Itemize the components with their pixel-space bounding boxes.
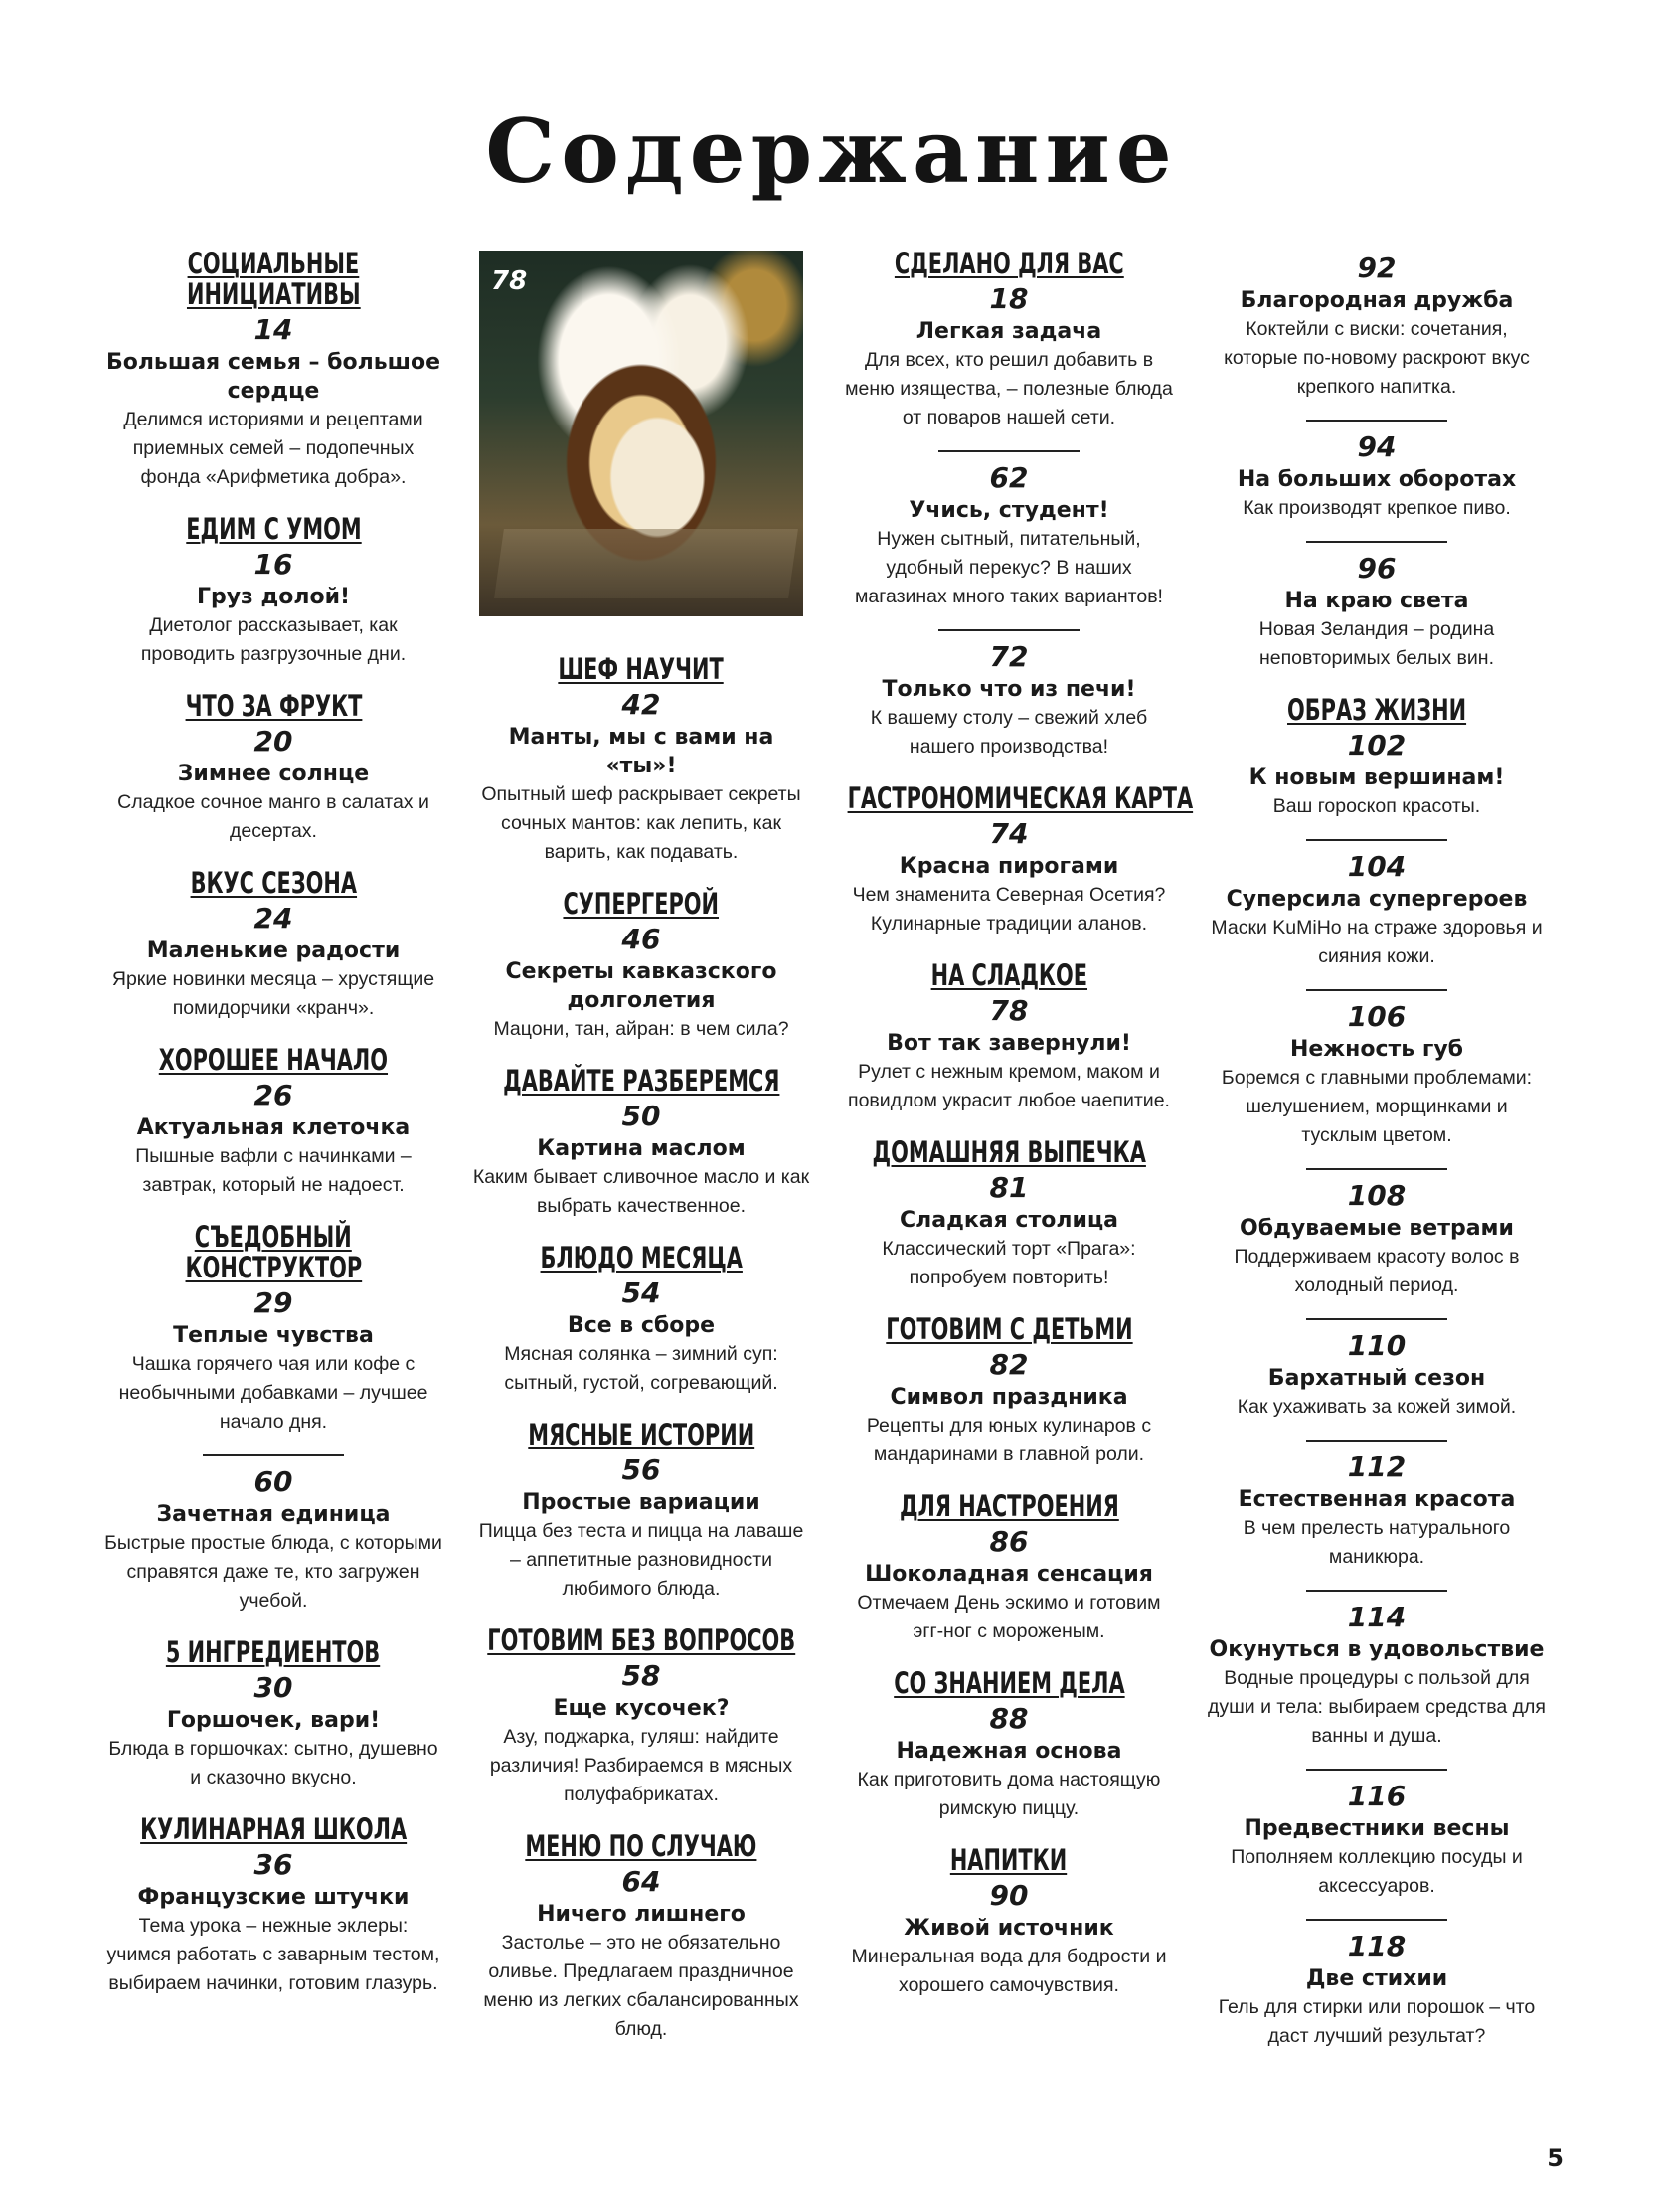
article-title[interactable]: Учись, студент! (909, 498, 1109, 523)
page-number: 5 (1547, 2144, 1564, 2172)
toc-section (472, 654, 810, 867)
article-title[interactable]: Только что из печи! (882, 677, 1136, 702)
section-heading-wrap (472, 1420, 810, 1450)
article-description: Отмечаем День эскимо и готовим эгг-ног с мороженым. (857, 1592, 1161, 1642)
toc-section (472, 1831, 810, 2044)
article-title[interactable]: Горшочек, вари! (166, 1708, 381, 1733)
section-heading-wrap (472, 1831, 810, 1862)
section-heading-wrap (104, 514, 442, 545)
section-heading[interactable] (1208, 695, 1546, 726)
section-heading-wrap (840, 249, 1178, 279)
article-description: Диетолог рассказывает, как проводить разгрузочные дни. (140, 614, 407, 665)
article-page-number[interactable]: 54 (621, 1276, 661, 1309)
article-title[interactable]: Сладкая столица (899, 1208, 1119, 1233)
separator-line (1306, 1318, 1447, 1320)
section-heading-wrap (472, 1243, 810, 1274)
article-title[interactable]: Легкая задача (915, 319, 1102, 344)
article-description: Боремся с главными проблемами: шелушением, морщинками и тусклым цветом. (1221, 1067, 1533, 1146)
section-heading[interactable] (104, 1814, 442, 1845)
article-page-number[interactable]: 106 (1347, 1000, 1407, 1033)
article-description: Яркие новинки месяца – хрустящие помидорчики «кранч». (111, 968, 435, 1019)
article-title[interactable]: Живой источник (904, 1916, 1114, 1941)
article-page-number[interactable]: 116 (1347, 1780, 1407, 1812)
article-page-number[interactable]: 94 (1357, 430, 1397, 463)
article-title[interactable]: Маленькие радости (146, 938, 401, 963)
article-title[interactable]: Символ праздника (890, 1385, 1128, 1410)
article-description: Застолье – это не обязательно оливье. Предлагаем праздничное меню из легких сбалансированных блюд. (483, 1932, 799, 2040)
article-page-number[interactable]: 36 (253, 1848, 293, 1881)
section-heading-line: СЪЕДОБНЫЙ (194, 1220, 353, 1254)
section-heading[interactable] (840, 781, 1194, 815)
section-heading-line: СО ЗНАНИЕМ ДЕЛА (893, 1666, 1125, 1700)
section-heading-wrap (840, 960, 1178, 991)
section-heading-line: СДЕЛАНО ДЛЯ ВАС (894, 247, 1124, 280)
section-heading-wrap (840, 781, 1194, 815)
toc-section (104, 1637, 442, 1792)
article-page-number[interactable]: 110 (1347, 1329, 1407, 1362)
section-heading[interactable] (104, 868, 442, 899)
toc-section (840, 1491, 1178, 1646)
section-heading[interactable] (840, 1845, 1178, 1876)
section-heading-line: ИНИЦИАТИВЫ (186, 277, 361, 311)
section-heading-line: ХОРОШЕЕ НАЧАЛО (158, 1043, 389, 1077)
toc-section (104, 1045, 442, 1200)
article-description: Пицца без теста и пицца на лаваше – аппетитные разновидности любимого блюда. (478, 1520, 804, 1600)
separator-line (1306, 541, 1447, 543)
section-heading[interactable] (104, 1045, 442, 1076)
article-description: Коктейли с виски: сочетания, которые по-новому раскроют вкус крепкого напитка. (1224, 318, 1530, 398)
article-description: Маски KuMiHo на страже здоровья и сияния кожи. (1211, 917, 1543, 967)
article-title[interactable]: Ничего лишнего (537, 1902, 746, 1927)
article-title[interactable]: Две стихии (1305, 1966, 1448, 1991)
toc-section (1208, 695, 1546, 2051)
photo-tray (494, 529, 798, 598)
article-description: Нужен сытный, питательный, удобный перекус? В наших магазинах много таких вариантов! (855, 528, 1163, 607)
article-page-number[interactable]: 88 (989, 1702, 1029, 1735)
yule-log-photo (479, 251, 803, 616)
article-title[interactable]: Простые вариации (522, 1490, 760, 1515)
article-title[interactable]: Шоколадная сенсация (865, 1562, 1153, 1587)
toc-section (840, 781, 1194, 938)
article-description: Делимся историями и рецептами приемных семей – подопечных фонда «Арифметика добра». (123, 409, 423, 488)
toc-section (472, 1625, 810, 1809)
toc-section (840, 1668, 1178, 1823)
article-title[interactable]: Груз долой! (196, 585, 351, 609)
section-heading-wrap (472, 654, 810, 685)
article-description: Блюда в горшочках: сытно, душевно и сказочно вкусно. (108, 1738, 438, 1788)
photo-page-number: 78 (491, 266, 528, 296)
article-title[interactable]: Окунуться в удовольствие (1209, 1637, 1545, 1662)
toc-section (104, 1222, 442, 1616)
section-heading-line: ДЛЯ НАСТРОЕНИЯ (899, 1489, 1119, 1523)
toc-section (104, 514, 442, 669)
article-page-number[interactable]: 24 (253, 902, 293, 935)
article-title[interactable]: Большая семья – большое сердце (105, 350, 441, 404)
section-heading[interactable] (840, 960, 1178, 991)
section-heading-line: КОНСТРУКТОР (185, 1251, 362, 1284)
article-description: Азу, поджарка, гуляш: найдите различия! Разбираемся в мясных полуфабрикатах. (489, 1726, 793, 1805)
toc-section (1208, 251, 1546, 673)
section-heading-line: ДОМАШНЯЯ ВЫПЕЧКА (872, 1135, 1146, 1169)
section-heading-wrap (104, 1222, 442, 1283)
separator-line (1306, 1590, 1447, 1592)
section-heading-wrap (104, 249, 442, 310)
article-title[interactable]: Обдуваемые ветрами (1240, 1216, 1514, 1241)
article-description: Классический торт «Прага»: попробуем повторить! (882, 1238, 1136, 1288)
article-page-number[interactable]: 42 (621, 688, 661, 721)
section-heading[interactable] (104, 1222, 442, 1283)
section-heading-line: БЛЮДО МЕСЯЦА (540, 1241, 743, 1275)
article-page-number[interactable]: 114 (1347, 1601, 1407, 1633)
article-page-number[interactable]: 29 (253, 1286, 293, 1319)
article-page-number[interactable]: 81 (989, 1171, 1029, 1204)
article-description: Чем знаменита Северная Осетия? Кулинарные традиции аланов. (852, 884, 1166, 935)
toc-column-1 (104, 249, 442, 2020)
article-description: Сладкое сочное манго в салатах и десертах. (117, 791, 429, 842)
article-page-number[interactable]: 58 (621, 1659, 661, 1692)
article-title[interactable]: Манты, мы с вами на «ты»! (508, 725, 774, 778)
article-description: К вашему столу – свежий хлеб нашего производства! (870, 707, 1148, 758)
section-heading-line: ШЕФ НАУЧИТ (558, 652, 725, 686)
section-heading-line: СУПЕРГЕРОЙ (563, 887, 720, 921)
article-title[interactable]: Красна пирогами (899, 854, 1119, 879)
toc-column-4 (1208, 249, 1546, 2073)
article-page-number[interactable]: 108 (1347, 1179, 1407, 1212)
article-title[interactable]: Нежность губ (1289, 1037, 1464, 1062)
section-heading-line: ВКУС СЕЗОНА (190, 866, 357, 900)
section-heading-wrap (104, 868, 442, 899)
article-description: Мацони, тан, айран: в чем сила? (493, 1018, 789, 1040)
article-page-number[interactable]: 92 (1357, 252, 1397, 284)
article-description: Быстрые простые блюда, с которыми справятся даже те, кто загружен учебой. (104, 1532, 442, 1612)
section-heading[interactable] (840, 1668, 1178, 1699)
toc-section (840, 1314, 1178, 1469)
article-page-number[interactable]: 18 (989, 282, 1029, 315)
section-heading[interactable] (472, 1243, 810, 1274)
article-description: Для всех, кто решил добавить в меню изящества, – полезные блюда от поваров нашей сети. (845, 349, 1173, 428)
article-description: Мясная солянка – зимний суп: сытный, густой, согревающий. (504, 1343, 778, 1394)
section-heading-line: ГОТОВИМ С ДЕТЬМИ (885, 1312, 1133, 1346)
section-heading[interactable] (104, 1637, 442, 1668)
toc-section (104, 249, 442, 492)
toc-section (104, 868, 442, 1023)
toc-column-2 (472, 249, 810, 2066)
section-heading-wrap (1208, 695, 1546, 726)
article-page-number[interactable]: 60 (253, 1465, 293, 1498)
toc-section (104, 1814, 442, 1998)
article-page-number[interactable]: 102 (1347, 729, 1407, 762)
section-heading-wrap (104, 1045, 442, 1076)
article-page-number[interactable]: 14 (253, 313, 293, 346)
article-page-number[interactable]: 74 (989, 817, 1029, 850)
article-title[interactable]: Бархатный сезон (1267, 1366, 1486, 1391)
section-heading-line: 5 ИНГРЕДИЕНТОВ (166, 1635, 381, 1669)
article-title[interactable]: Секреты кавказского долголетия (505, 959, 777, 1013)
article-title[interactable]: Теплые чувства (173, 1323, 374, 1348)
toc-section (472, 1420, 810, 1604)
section-heading[interactable] (840, 1491, 1178, 1522)
article-page-number[interactable]: 64 (621, 1865, 661, 1898)
page-title: Содержание (485, 99, 1178, 203)
article-description: Чашка горячего чая или кофе с необычными добавками – лучшее начало дня. (118, 1353, 428, 1433)
article-description: Минеральная вода для бодрости и хорошего самочувствия. (851, 1946, 1167, 1996)
toc-section (472, 889, 810, 1044)
article-page-number[interactable]: 78 (989, 994, 1029, 1027)
article-description: Как приготовить дома настоящую римскую пиццу. (857, 1769, 1161, 1819)
article-description: Рецепты для юных кулинаров с мандаринами в главной роли. (866, 1415, 1152, 1465)
toc-section (104, 691, 442, 846)
section-heading-wrap (472, 889, 810, 920)
section-heading-wrap (840, 1137, 1178, 1168)
article-title[interactable]: Надежная основа (896, 1739, 1122, 1764)
toc-section (840, 1845, 1178, 2000)
article-title[interactable]: Предвестники весны (1244, 1816, 1510, 1841)
article-page-number[interactable]: 104 (1347, 850, 1407, 883)
article-page-number[interactable]: 118 (1347, 1930, 1407, 1962)
section-heading[interactable] (104, 691, 442, 722)
separator-line (203, 1454, 344, 1456)
section-heading[interactable] (840, 1314, 1178, 1345)
separator-line (1306, 420, 1447, 422)
separator-line (938, 629, 1080, 631)
article-description: Каким бывает сливочное масло и как выбрать качественное. (472, 1166, 810, 1217)
section-heading-line: СОЦИАЛЬНЫЕ (187, 247, 360, 280)
section-heading-line: МЯСНЫЕ ИСТОРИИ (528, 1418, 754, 1451)
section-heading[interactable] (472, 1066, 810, 1097)
section-heading-line: НА СЛАДКОЕ (930, 958, 1087, 992)
section-heading[interactable] (840, 249, 1178, 279)
separator-line (1306, 1168, 1447, 1170)
separator-line (1306, 1440, 1447, 1442)
section-heading-wrap (104, 1814, 442, 1845)
section-heading-wrap (104, 691, 442, 722)
section-heading[interactable] (104, 249, 442, 310)
article-title[interactable]: Актуальная клеточка (136, 1115, 411, 1140)
article-title[interactable]: Зачетная единица (156, 1502, 391, 1527)
article-page-number[interactable]: 90 (989, 1879, 1029, 1912)
separator-line (1306, 1919, 1447, 1921)
article-title[interactable]: Еще кусочек? (553, 1696, 730, 1721)
section-heading-line: ЧТО ЗА ФРУКТ (185, 689, 362, 723)
article-page-number[interactable]: 26 (253, 1079, 293, 1111)
section-heading[interactable] (472, 654, 810, 685)
toc-section (472, 1066, 810, 1221)
article-description: Новая Зеландия – родина неповторимых белых вин. (1258, 618, 1495, 669)
section-heading-line: ОБРАЗ ЖИЗНИ (1286, 693, 1467, 727)
article-description: Пышные вафли с начинками – завтрак, который не надоест. (135, 1145, 412, 1196)
article-title[interactable]: Картина маслом (537, 1136, 746, 1161)
article-title[interactable]: Французские штучки (137, 1885, 410, 1910)
separator-line (1306, 839, 1447, 841)
article-page-number[interactable]: 56 (621, 1453, 661, 1486)
article-title[interactable]: Благородная дружба (1240, 288, 1514, 313)
section-heading-line: ГАСТРОНОМИЧЕСКАЯ КАРТА (847, 781, 1194, 815)
section-heading-wrap (840, 1668, 1178, 1699)
separator-line (938, 450, 1080, 452)
article-title[interactable]: На больших оборотах (1237, 467, 1517, 492)
section-heading-line: ГОТОВИМ БЕЗ ВОПРОСОВ (487, 1623, 795, 1657)
article-description: Как ухаживать за кожей зимой. (1237, 1396, 1517, 1418)
section-heading[interactable] (472, 1420, 810, 1450)
article-page-number[interactable]: 30 (253, 1671, 293, 1704)
toc-column-3 (840, 247, 1194, 2022)
article-title[interactable]: На краю света (1284, 589, 1469, 613)
section-heading[interactable] (840, 1137, 1178, 1168)
article-description: Опытный шеф раскрывает секреты сочных мантов: как лепить, как варить, как подавать. (481, 783, 801, 863)
separator-line (1306, 989, 1447, 991)
section-heading[interactable] (472, 889, 810, 920)
article-title[interactable]: Вот так завернули! (887, 1031, 1131, 1056)
article-page-number[interactable]: 20 (253, 725, 293, 758)
article-description: Рулет с нежным кремом, маком и повидлом украсит любое чаепитие. (848, 1061, 1170, 1111)
article-description: Гель для стирки или порошок – что даст лучший результат? (1218, 1996, 1536, 2047)
toc-section (840, 1137, 1178, 1292)
section-heading-line: МЕНЮ ПО СЛУЧАЮ (525, 1829, 757, 1863)
article-description: Водные процедуры с пользой для души и тела: выбираем средства для ванны и душа. (1208, 1667, 1546, 1747)
article-page-number[interactable]: 82 (989, 1348, 1029, 1381)
section-heading-wrap (104, 1637, 442, 1668)
article-page-number[interactable]: 72 (989, 640, 1029, 673)
section-heading-line: КУЛИНАРНАЯ ШКОЛА (139, 1812, 408, 1846)
section-heading[interactable] (472, 1625, 810, 1656)
article-title[interactable]: Зимнее солнце (177, 762, 370, 786)
article-title[interactable]: Естественная красота (1238, 1487, 1516, 1512)
separator-line (1306, 1769, 1447, 1771)
article-page-number[interactable]: 112 (1347, 1450, 1407, 1483)
article-title[interactable]: Суперсила супергероев (1226, 887, 1528, 912)
section-heading-line: ЕДИМ С УМОМ (185, 512, 362, 546)
article-page-number[interactable]: 46 (621, 923, 661, 955)
article-description: Тема урока – нежные эклеры: учимся работать с заварным тестом, выбираем начинки, готовим глазурь. (106, 1915, 440, 1994)
article-description: Ваш гороскоп красоты. (1272, 795, 1481, 817)
article-page-number[interactable]: 86 (989, 1525, 1029, 1558)
section-heading-wrap (472, 1066, 810, 1097)
article-description: Поддерживаем красоту волос в холодный период. (1234, 1246, 1520, 1296)
article-title[interactable]: К новым вершинам! (1248, 766, 1505, 790)
article-page-number[interactable]: 50 (621, 1100, 661, 1132)
section-heading-wrap (840, 1845, 1178, 1876)
toc-section (840, 249, 1178, 762)
section-heading-line: ДАВАЙТЕ РАЗБЕРЕМСЯ (502, 1064, 780, 1098)
article-description: Пополняем коллекцию посуды и аксессуаров. (1231, 1846, 1523, 1897)
article-title[interactable]: Все в сборе (567, 1313, 716, 1338)
article-page-number[interactable]: 96 (1357, 552, 1397, 585)
article-page-number[interactable]: 62 (989, 461, 1029, 494)
section-heading-wrap (840, 1491, 1178, 1522)
section-heading[interactable] (472, 1831, 810, 1862)
section-heading-wrap (840, 1314, 1178, 1345)
toc-section (472, 1243, 810, 1398)
article-page-number[interactable]: 16 (253, 548, 293, 581)
article-description: Как производят крепкое пиво. (1243, 497, 1511, 519)
article-description: В чем прелесть натурального маникюра. (1243, 1517, 1511, 1568)
toc-section (840, 960, 1178, 1115)
section-heading-wrap (472, 1625, 810, 1656)
section-heading-line: НАПИТКИ (950, 1843, 1068, 1877)
section-heading[interactable] (104, 514, 442, 545)
